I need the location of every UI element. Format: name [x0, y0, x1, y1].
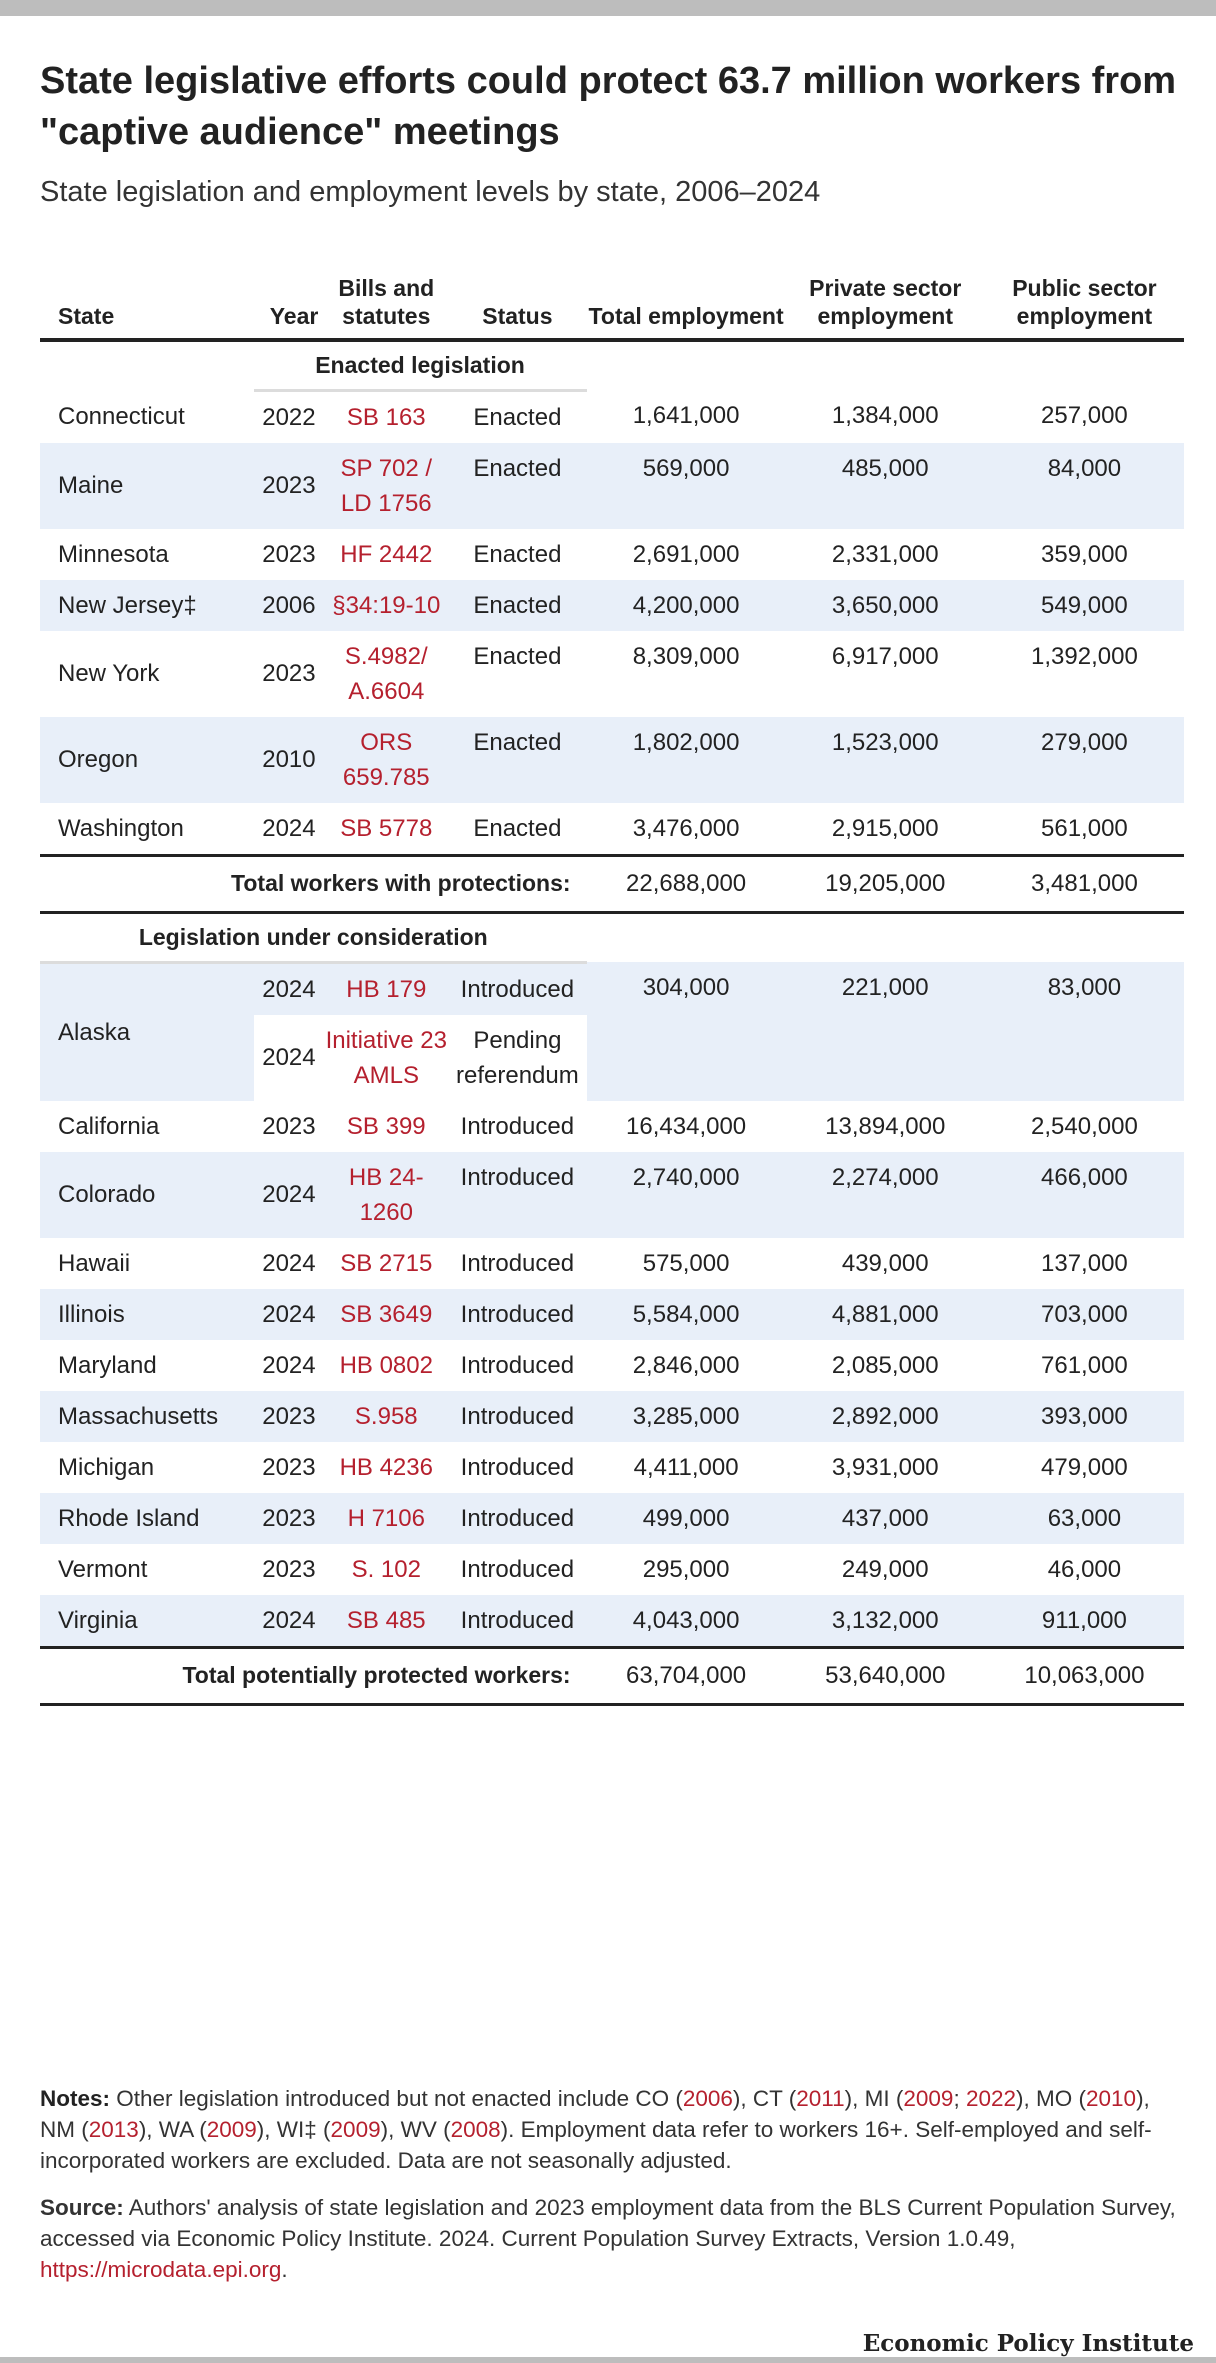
chart-subtitle: State legislation and employment levels by state, 2006–2024 — [40, 176, 821, 208]
cell-year: 2022 — [262, 403, 316, 431]
cell-bill[interactable]: HF 2442 — [340, 540, 433, 568]
cell-year: 2024 — [254, 1289, 325, 1340]
cell-state: Connecticut — [58, 402, 185, 430]
cell-total: 1,641,000 — [632, 402, 740, 429]
cell-state: Alaska — [40, 962, 254, 1101]
cell-bill[interactable]: Initiative 23AMLS — [324, 1015, 448, 1101]
cell-year: 2023 — [262, 1112, 316, 1140]
cell-total: 5,584,000 — [587, 1289, 786, 1340]
cell-bill[interactable]: HB 179 — [324, 962, 448, 1015]
bottom-bar — [0, 2357, 1216, 2363]
cell-private: 2,915,000 — [831, 814, 939, 842]
cell-year: 2023 — [262, 1555, 316, 1583]
cell-public: 83,000 — [985, 962, 1184, 1101]
cell-bill[interactable]: §34:19-10 — [324, 580, 448, 631]
table-row — [40, 717, 1184, 803]
cell-public: 137,000 — [1041, 1249, 1128, 1277]
cell-total: 4,043,000 — [587, 1595, 786, 1648]
source-label: Source: — [40, 2195, 124, 2220]
table-row — [40, 1544, 1184, 1595]
section-label-enacted: Enacted legislation — [254, 340, 587, 390]
cell-private: 1,523,000 — [786, 717, 985, 803]
total-label-enacted: Total workers with protections: — [40, 855, 587, 912]
table-row — [40, 443, 1184, 529]
notes-text: ), WV ( — [380, 2117, 451, 2142]
cell-status: Enacted — [448, 443, 586, 529]
total-enacted-private: 19,205,000 — [786, 855, 985, 912]
top-bar — [0, 0, 1216, 16]
cell-total: 575,000 — [642, 1249, 730, 1277]
cell-state: Maryland — [58, 1351, 157, 1379]
total-row-enacted — [40, 855, 1184, 912]
source-text: Authors' analysis of state legislation and 2023 employment data from the BLS Current Population Survey, accessed via Economic Policy Institute. 2024. Current Population Survey Extracts, Version 1.0.49, — [40, 2195, 1176, 2251]
table-row — [40, 1595, 1184, 1648]
cell-bill[interactable]: S. 102 — [351, 1555, 421, 1583]
cell-year: 2024 — [262, 1249, 316, 1277]
table-row — [40, 1238, 1184, 1289]
cell-private: 2,331,000 — [831, 540, 939, 568]
source-link[interactable]: https://microdata.epi.org — [40, 2257, 282, 2282]
cell-bill[interactable]: S.958 — [324, 1391, 448, 1442]
cell-state: California — [58, 1112, 160, 1140]
cell-total: 16,434,000 — [626, 1112, 747, 1140]
notes-link-mi-2022[interactable]: 2022 — [965, 2086, 1017, 2111]
cell-year: 2024 — [262, 1351, 316, 1379]
enacted-section — [40, 340, 1184, 855]
cell-status: Enacted — [473, 403, 562, 431]
table-row — [40, 1391, 1184, 1442]
cell-state: Minnesota — [58, 540, 169, 568]
header-state: State — [58, 303, 115, 329]
cell-total: 4,200,000 — [587, 580, 786, 631]
table-row — [40, 631, 1184, 717]
cell-year: 2010 — [254, 717, 325, 803]
cell-bill[interactable]: HB 4236 — [339, 1453, 433, 1481]
table-row — [40, 1152, 1184, 1238]
legislation-table — [40, 240, 1184, 1706]
notes-text: ), CT ( — [732, 2086, 797, 2111]
cell-state: Massachusetts — [40, 1391, 254, 1442]
header-status: Status — [482, 303, 553, 329]
cell-private: 4,881,000 — [786, 1289, 985, 1340]
total-enacted-public: 3,481,000 — [985, 855, 1184, 912]
cell-public: 466,000 — [985, 1152, 1184, 1238]
cell-private: 437,000 — [786, 1493, 985, 1544]
header-bills: Bills and statutes — [338, 275, 435, 329]
cell-total: 304,000 — [587, 962, 786, 1101]
cell-total: 1,802,000 — [587, 717, 786, 803]
cell-total: 3,285,000 — [587, 1391, 786, 1442]
total-consideration-public: 10,063,000 — [985, 1647, 1184, 1704]
section-label-consideration: Legislation under consideration — [40, 912, 587, 962]
cell-status: Enacted — [473, 540, 562, 568]
cell-bill[interactable]: SB 2715 — [340, 1249, 433, 1277]
cell-status: Enacted — [473, 814, 562, 842]
table-row — [40, 1442, 1184, 1493]
cell-public: 703,000 — [985, 1289, 1184, 1340]
cell-status: Enacted — [473, 642, 562, 670]
cell-status: Introduced — [460, 1249, 575, 1277]
cell-bill[interactable]: SB 5778 — [340, 814, 433, 842]
cell-bill[interactable]: ORS 659.785 — [324, 717, 448, 803]
total-row-consideration — [40, 1647, 1184, 1704]
header-public: Public sector employment — [1012, 275, 1157, 329]
cell-public: 257,000 — [1041, 402, 1128, 429]
table-row — [40, 962, 1184, 1015]
cell-private: 2,274,000 — [786, 1152, 985, 1238]
cell-bill[interactable]: SB 3649 — [324, 1289, 448, 1340]
cell-public: 84,000 — [985, 443, 1184, 529]
cell-year: 2023 — [262, 660, 316, 687]
cell-state: New York — [58, 660, 160, 687]
notes-text: ), MI ( — [844, 2086, 904, 2111]
notes-link-wv[interactable]: 2008 — [450, 2117, 501, 2142]
cell-public: 761,000 — [1041, 1351, 1128, 1379]
source-end: . — [281, 2257, 288, 2282]
notes-text: ; — [953, 2086, 966, 2111]
cell-private: 439,000 — [841, 1249, 929, 1277]
cell-state: Illinois — [40, 1289, 254, 1340]
notes-text: ), NM ( — [40, 2086, 1150, 2142]
cell-public: 63,000 — [985, 1493, 1184, 1544]
cell-state: Virginia — [40, 1595, 254, 1648]
cell-status: Enacted — [448, 717, 586, 803]
cell-public: 479,000 — [1041, 1453, 1128, 1481]
cell-status: Introduced — [448, 1493, 586, 1544]
notes-text: ). Employment data refer to workers 16+. Self-employed and self-incorporated workers are excluded. Data are not seasonally adjusted. — [40, 2117, 1152, 2173]
header-total: Total employment — [588, 303, 784, 329]
cell-year: 2024 — [254, 1152, 325, 1238]
cell-status: Introduced — [460, 1351, 575, 1379]
consideration-section — [40, 912, 1184, 1101]
total-consideration-total: 63,704,000 — [587, 1647, 786, 1704]
table-row — [40, 1493, 1184, 1544]
cell-total: 2,846,000 — [632, 1351, 740, 1379]
notes — [40, 2083, 1180, 2176]
cell-bill[interactable]: SP 702 / LD 1756 — [324, 443, 448, 529]
cell-public: 279,000 — [985, 717, 1184, 803]
notes-link-ct[interactable]: 2011 — [796, 2086, 845, 2111]
cell-private: 3,650,000 — [786, 580, 985, 631]
cell-year: 2023 — [262, 1453, 316, 1481]
table-row — [40, 390, 1184, 443]
cell-bill[interactable]: SB 163 — [346, 403, 426, 431]
cell-status: Introduced — [448, 1152, 586, 1238]
cell-state: New Jersey‡ — [40, 580, 254, 631]
cell-year: 2023 — [254, 1391, 325, 1442]
cell-private: 485,000 — [786, 443, 985, 529]
brand-logo: Economic Policy Institute — [862, 2330, 1194, 2357]
cell-state: Maine — [40, 443, 254, 529]
consideration-rows — [40, 1101, 1184, 1648]
cell-state: Oregon — [40, 717, 254, 803]
cell-bill[interactable]: HB 24-1260 — [324, 1152, 448, 1238]
cell-state: Colorado — [40, 1152, 254, 1238]
enacted-total-section — [40, 855, 1184, 912]
cell-total: 499,000 — [587, 1493, 786, 1544]
notes-link-mo[interactable]: 2010 — [1086, 2086, 1137, 2111]
cell-status: Introduced — [448, 1595, 586, 1648]
cell-total: 3,476,000 — [632, 814, 740, 842]
cell-bill[interactable]: H 7106 — [324, 1493, 448, 1544]
cell-total: 569,000 — [587, 443, 786, 529]
cell-year: 2024 — [254, 1595, 325, 1648]
cell-bill[interactable]: SB 399 — [346, 1112, 426, 1140]
chart-title: State legislative efforts could protect 63.7 million workers from "captive audience" meetings — [40, 60, 1177, 153]
cell-status: Introduced — [460, 1453, 575, 1481]
cell-year: 2024 — [254, 1015, 325, 1101]
header-row — [40, 240, 1184, 340]
cell-total: 2,740,000 — [587, 1152, 786, 1238]
notes-label: Notes: — [40, 2086, 111, 2111]
cell-private: 221,000 — [786, 962, 985, 1101]
cell-total: 2,691,000 — [632, 540, 740, 568]
cell-state: Hawaii — [58, 1249, 131, 1277]
cell-state: Michigan — [58, 1453, 155, 1481]
table-row — [40, 1101, 1184, 1152]
cell-private: 6,917,000 — [831, 642, 939, 670]
notes-link-mi-2009[interactable]: 2009 — [903, 2086, 954, 2111]
table-row — [40, 580, 1184, 631]
cell-status: Introduced — [448, 1391, 586, 1442]
consideration-total-section — [40, 1647, 1184, 1704]
cell-bill[interactable]: S.4982/ A.6604 — [344, 642, 428, 705]
header-year: Year — [269, 303, 319, 329]
cell-public: 46,000 — [1047, 1555, 1122, 1583]
cell-public: 911,000 — [985, 1595, 1184, 1648]
table-row — [40, 529, 1184, 580]
cell-private: 3,132,000 — [786, 1595, 985, 1648]
cell-total: 8,309,000 — [632, 642, 740, 670]
total-label-consideration: Total potentially protected workers: — [40, 1647, 587, 1704]
cell-status: Pending referendum — [448, 1015, 586, 1101]
cell-state: Washington — [58, 814, 184, 842]
cell-bill[interactable]: HB 0802 — [339, 1351, 433, 1379]
header-private: Private sector employment — [809, 275, 962, 329]
notes-link-co[interactable]: 2006 — [682, 2086, 733, 2111]
table-row — [40, 1289, 1184, 1340]
cell-year: 2024 — [262, 814, 316, 842]
notes-text: ), MO ( — [1016, 2086, 1086, 2111]
cell-status: Introduced — [448, 962, 586, 1015]
cell-private: 2,085,000 — [831, 1351, 939, 1379]
cell-status: Introduced — [460, 1555, 575, 1583]
cell-status: Introduced — [448, 1289, 586, 1340]
notes-link-nm[interactable]: 2013 — [88, 2117, 139, 2142]
cell-public: 549,000 — [985, 580, 1184, 631]
cell-private: 13,894,000 — [825, 1112, 946, 1140]
notes-link-wi[interactable]: 2009 — [330, 2117, 381, 2142]
cell-year: 2023 — [262, 540, 316, 568]
cell-private: 3,931,000 — [831, 1453, 939, 1481]
cell-status: Enacted — [448, 580, 586, 631]
table-row — [40, 1340, 1184, 1391]
cell-total: 295,000 — [642, 1555, 730, 1583]
notes-text: Other legislation introduced but not enacted include CO ( — [110, 2086, 683, 2111]
cell-public: 393,000 — [985, 1391, 1184, 1442]
notes-link-wa[interactable]: 2009 — [206, 2117, 257, 2142]
total-consideration-private: 53,640,000 — [786, 1647, 985, 1704]
source — [40, 2192, 1180, 2285]
cell-bill[interactable]: SB 485 — [324, 1595, 448, 1648]
notes-text: ), WA ( — [138, 2117, 207, 2142]
cell-year: 2024 — [254, 962, 325, 1015]
notes-text: ), WI‡ ( — [256, 2117, 331, 2142]
cell-year: 2006 — [254, 580, 325, 631]
cell-public: 2,540,000 — [1031, 1112, 1138, 1140]
cell-private: 2,892,000 — [786, 1391, 985, 1442]
cell-state: Vermont — [58, 1555, 148, 1583]
cell-public: 561,000 — [1041, 814, 1128, 842]
cell-public: 359,000 — [1041, 540, 1128, 568]
table-row — [40, 803, 1184, 856]
cell-public: 1,392,000 — [1031, 642, 1138, 670]
cell-state: Rhode Island — [40, 1493, 254, 1544]
section-header-enacted — [40, 340, 1184, 390]
cell-year: 2023 — [254, 443, 325, 529]
cell-private: 1,384,000 — [831, 402, 939, 429]
cell-private: 249,000 — [841, 1555, 929, 1583]
cell-status: Introduced — [460, 1112, 575, 1140]
cell-total: 4,411,000 — [633, 1453, 739, 1481]
section-header-consideration — [40, 912, 1184, 962]
cell-year: 2023 — [254, 1493, 325, 1544]
total-enacted-total: 22,688,000 — [587, 855, 786, 912]
